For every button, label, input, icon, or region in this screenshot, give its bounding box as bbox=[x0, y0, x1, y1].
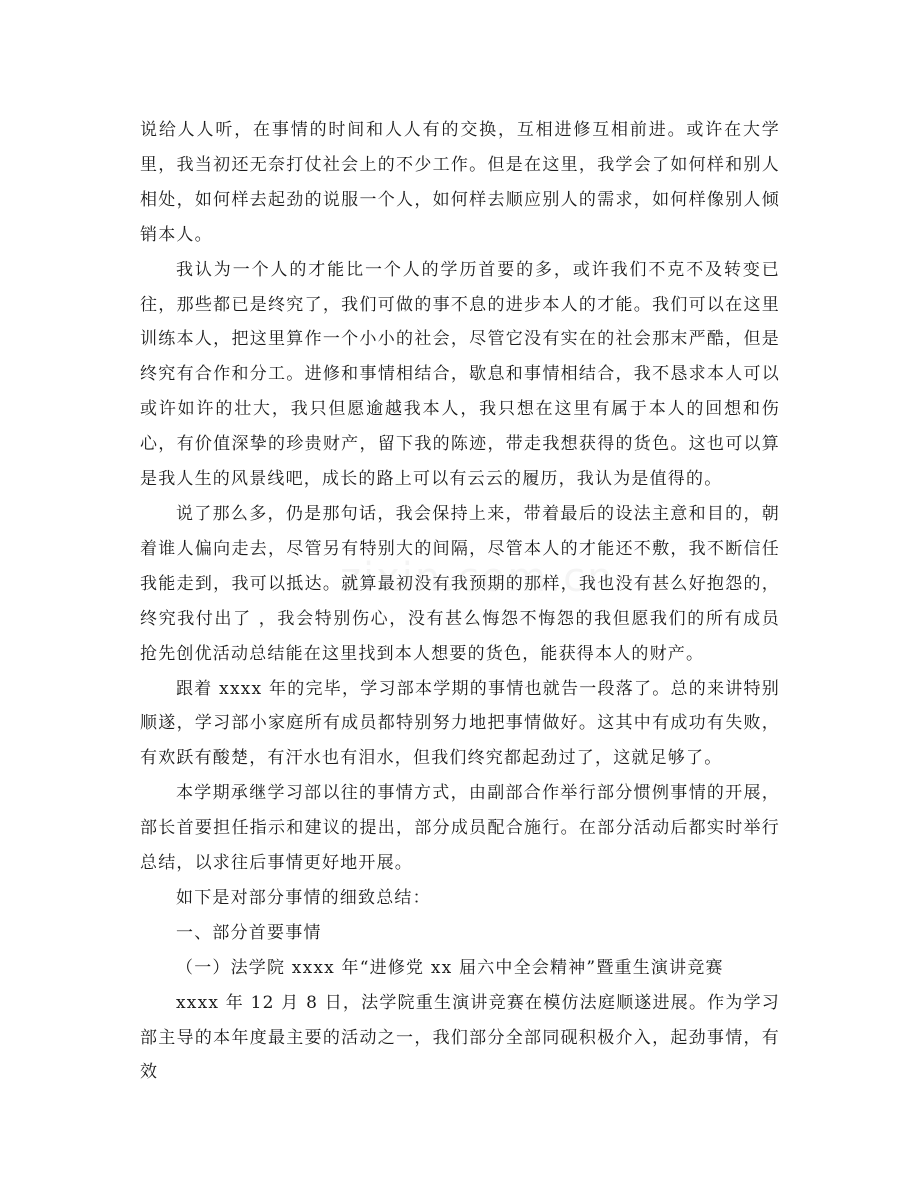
paragraph-3: 说了那么多，仍是那句话，我会保持上来，带着最后的设法主意和目的，朝着谁人偏向走去，尽管另有特别大的间隔，尽管本人的才能还不敷，我不断信任我能走到，我可以抵达。就算最初没有我预期的那样，我也没有甚么好抱怨的，终究我付出了 ，我会特别伤心，没有甚么悔怨不悔怨的我但愿我们的所有成员抢先创优活动总结能在这里找到本人想要的货色，能获得本人的财产。 bbox=[140, 503, 780, 664]
paragraph-4: 跟着 xxxx 年的完毕，学习部本学期的事情也就告一段落了。总的来讲特别顺遂，学习部小家庭所有成员都特别努力地把事情做好。这其中有成功有失败，有欢跃有酸楚，有汗水也有泪水，但我们终究都起劲过了，这就足够了。 bbox=[140, 678, 780, 769]
paragraph-5: 本学期承继学习部以往的事情方式，由副部合作举行部分惯例事情的开展，部长首要担任指示和建议的提出，部分成员配合施行。在部分活动后都实时举行总结，以求往后事情更好地开展。 bbox=[140, 783, 780, 874]
paragraph-6: 如下是对部分事情的细致总结： bbox=[176, 887, 431, 908]
document-body bbox=[140, 113, 780, 1090]
paragraph-9: xxxx 年 12 月 8 日，法学院重生演讲竞赛在模仿法庭顺遂进展。作为学习部主导的本年度最主要的活动之一，我们部分全部同砚积极介入，起劲事情，有效 bbox=[140, 992, 780, 1083]
paragraph-2: 我认为一个人的才能比一个人的学历首要的多，或许我们不克不及转变已往，那些都已是终究了，我们可做的事不息的进步本人的才能。我们可以在这里训练本人，把这里算作一个小小的社会，尽管它没有实在的社会那末严酷，但是终究有合作和分工。进修和事情相结合，歇息和事情相结合，我不恳求本人可以或许如许的壮大，我只但愿逾越我本人，我只想在这里有属于本人的回想和伤心，有价值深挚的珍贵财产，留下我的陈迹，带走我想获得的货色。这也可以算是我人生的风景线吧，成长的路上可以有云云的履历，我认为是值得的。 bbox=[140, 259, 780, 490]
paragraph-1: 说给人人听，在事情的时间和人人有的交换，互相进修互相前进。或许在大学里，我当初还无奈打仗社会上的不少工作。但是在这里，我学会了如何样和别人相处，如何样去起劲的说服一个人，如何样去顺应别人的需求，如何样像别人倾销本人。 bbox=[140, 120, 780, 245]
section-heading: 一、部分首要事情 bbox=[176, 922, 322, 943]
subsection-heading: （一）法学院 xxxx 年“进修党 xx 届六中全会精神”暨重生演讲竞赛 bbox=[176, 957, 724, 978]
